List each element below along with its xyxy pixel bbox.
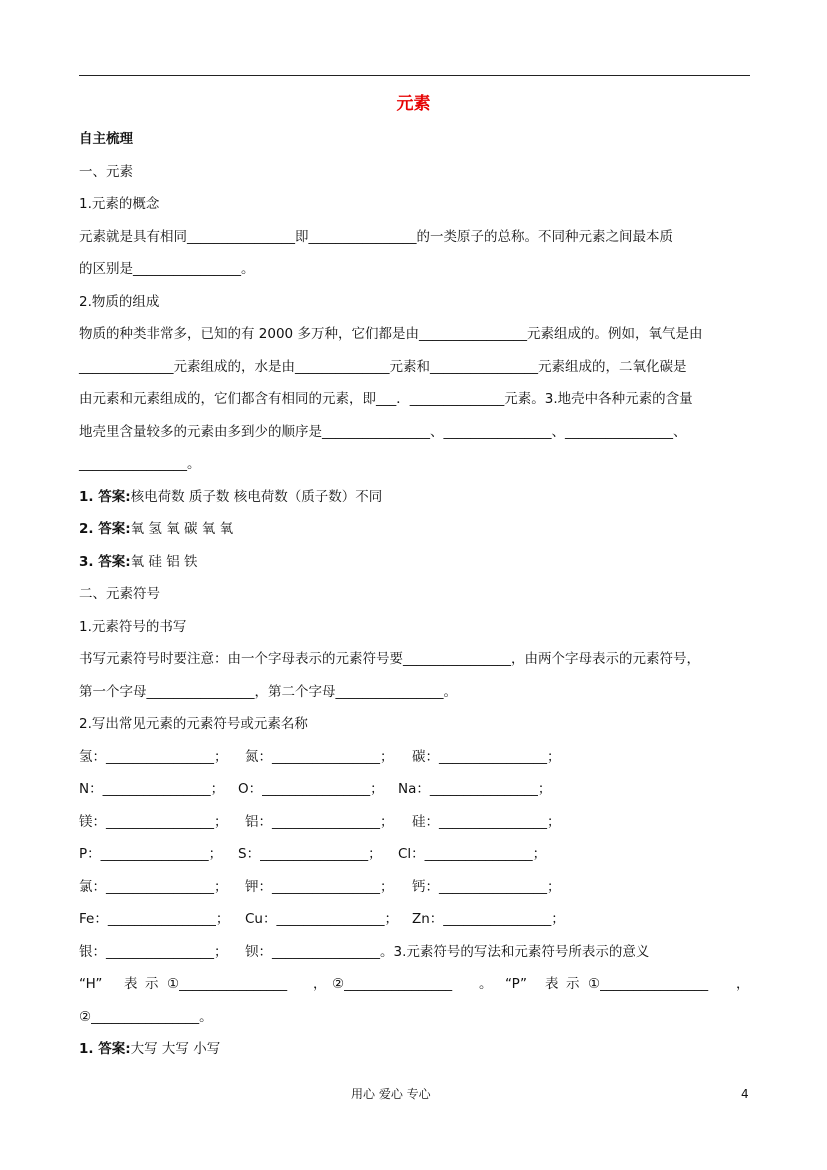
element-cell: Zn：________________； — [412, 911, 565, 927]
symbol-meaning-part: 示 — [145, 976, 159, 992]
element-cell: P：________________； — [79, 846, 223, 862]
text-line: 地壳里含量较多的元素由多到少的顺序是________________、________________、________________、 — [79, 424, 687, 440]
text-line: 一、元素 — [79, 164, 133, 180]
text-line: 1.元素符号的书写 — [79, 619, 187, 635]
document-title: 元素 — [396, 94, 431, 114]
symbol-meaning-part: ， — [736, 976, 750, 992]
text-line: 由元素和元素组成的，它们都含有相同的元素，即___．______________元素。3.地壳中各种元素的含量 — [79, 391, 693, 407]
symbol-meaning-part: ①________________ — [588, 976, 709, 992]
element-cell: N：________________； — [79, 781, 225, 797]
element-cell: 镁：________________； — [79, 814, 228, 830]
text-line: ______________元素组成的，水是由______________元素和________________元素组成的，二氧化碳是 — [79, 359, 687, 375]
element-cell: O：________________； — [238, 781, 384, 797]
text-line: 元素就是具有相同________________即________________的一类原子的总称。不同种元素之间最本质 — [79, 229, 673, 245]
text-line: 1.元素的概念 — [79, 196, 160, 212]
page-number: 4 — [741, 1087, 749, 1101]
text-line: 物质的种类非常多，已知的有 2000 多万种，它们都是由________________元素组成的。例如，氧气是由 — [79, 326, 703, 342]
answer-line — [79, 553, 198, 571]
header-rule — [79, 75, 750, 76]
footer-motto: 用心 爱心 专心 — [351, 1087, 431, 1101]
text-line: 二、元素符号 — [79, 586, 160, 602]
element-cell: 氮：________________； — [245, 749, 394, 765]
answer-text: 核电荷数 质子数 核电荷数（质子数）不同 — [130, 489, 383, 505]
answer-text: 氧 硅 铝 铁 — [130, 554, 198, 570]
symbol-meaning-part: ①________________ — [167, 976, 288, 992]
element-cell: 银：________________； — [79, 944, 228, 960]
symbol-meaning-part: 表 — [545, 976, 559, 992]
symbol-meaning-part: 表 — [124, 976, 138, 992]
element-cell: S：________________； — [238, 846, 382, 862]
element-cell: Cl：________________； — [398, 846, 547, 862]
element-cell: 氯：________________； — [79, 879, 228, 895]
symbol-meaning-part: ， — [313, 976, 327, 992]
element-cell: Cu：________________； — [245, 911, 398, 927]
symbol-meaning-part: 示 — [566, 976, 580, 992]
text-line: 书写元素符号时要注意：由一个字母表示的元素符号要________________，由两个字母表示的元素符号， — [79, 651, 700, 667]
answer-line — [79, 488, 382, 506]
symbol-meaning-part: “H” — [79, 976, 103, 992]
element-cell: 钾：________________； — [245, 879, 394, 895]
element-cell: 钙：________________； — [412, 879, 561, 895]
text-line: 2.写出常见元素的元素符号或元素名称 — [79, 716, 308, 732]
element-cell: Na：________________； — [398, 781, 552, 797]
element-cell: 氢：________________； — [79, 749, 228, 765]
text-line: 2.物质的组成 — [79, 294, 160, 310]
answer-label: 2. 答案: — [79, 521, 131, 537]
answer-line — [79, 520, 233, 538]
answer-line — [79, 1040, 220, 1058]
symbol-meaning-part: ②________________ — [332, 976, 453, 992]
answer-label: 3. 答案: — [79, 554, 131, 570]
section-heading: 自主梳理 — [79, 131, 133, 147]
element-cell: 硅：________________； — [412, 814, 561, 830]
text-line: 的区别是________________。 — [79, 261, 255, 277]
text-line: ②________________。 — [79, 1009, 213, 1025]
answer-text: 氧 氢 氧 碳 氧 氧 — [130, 521, 234, 537]
answer-label: 1. 答案: — [79, 1041, 131, 1057]
answer-text: 大写 大写 小写 — [130, 1041, 221, 1057]
text-line: ________________。 — [79, 456, 201, 472]
element-cell: 碳：________________； — [412, 749, 561, 765]
answer-label: 1. 答案: — [79, 489, 131, 505]
element-cell: 钡：________________。3.元素符号的写法和元素符号所表示的意义 — [245, 944, 650, 960]
symbol-meaning-part: “P” — [505, 976, 527, 992]
element-cell: Fe：________________； — [79, 911, 230, 927]
element-cell: 铝：________________； — [245, 814, 394, 830]
text-line: 第一个字母________________，第二个字母________________。 — [79, 684, 457, 700]
symbol-meaning-part: 。 — [479, 976, 493, 992]
